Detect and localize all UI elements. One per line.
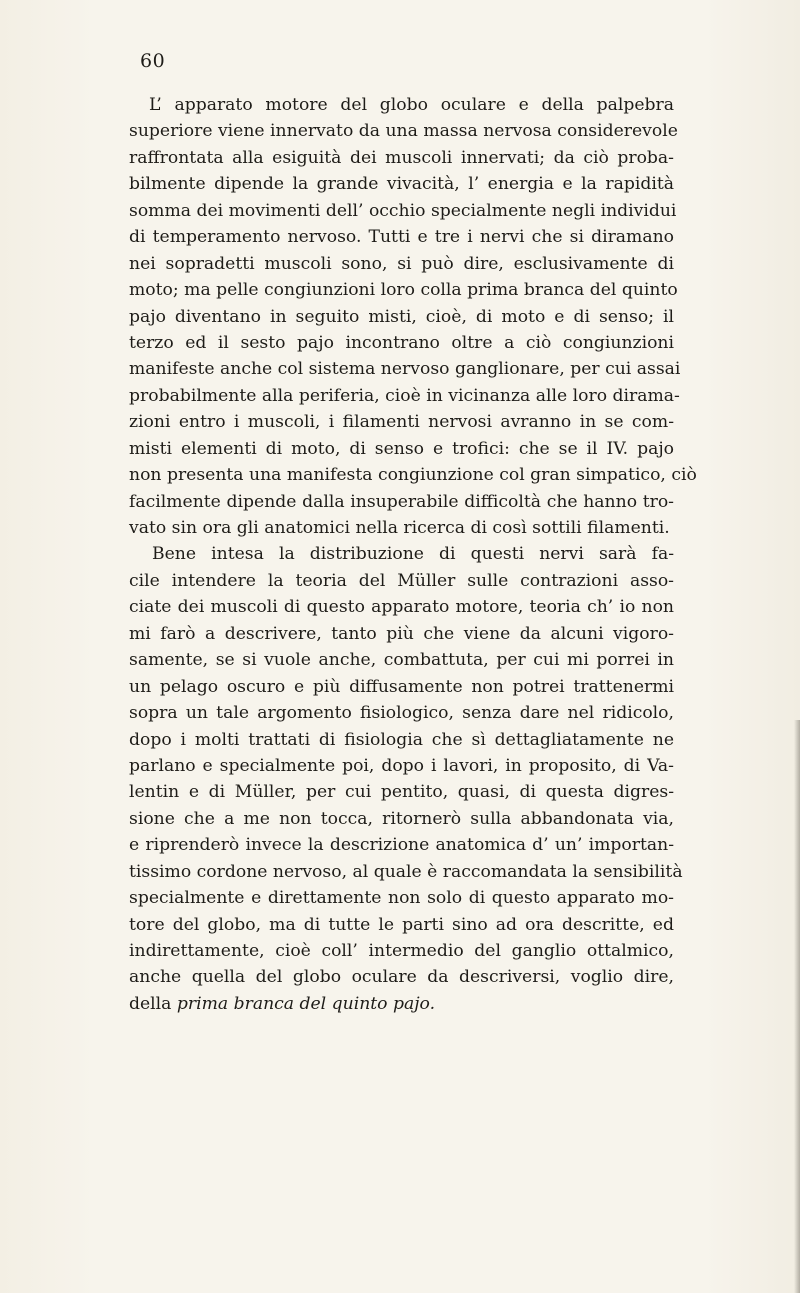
text-line: anche quella del globo oculare da descriversi, voglio dire, [129, 967, 674, 988]
final-text-line [129, 991, 674, 1017]
italic-phrase: prima branca del quinto pajo. [176, 993, 436, 1014]
text-line: somma dei movimenti dell’ occhio specialmente negli individui [129, 200, 677, 221]
text-line: vato sin ora gli anatomici nella ricerca di così sottili filamenti. [129, 518, 670, 538]
text-line: zioni entro i muscoli, i filamenti nervosi avranno in se com- [129, 412, 674, 433]
text-line: superiore viene innervato da una massa nervosa considerevole [129, 121, 678, 142]
text-line: lentin e di Müller, per cui pentito, quasi, di questa digres- [129, 782, 674, 803]
text-line: non presenta una manifesta congiunzione col gran simpatico, ciò [129, 465, 697, 486]
text-line: manifeste anche col sistema nervoso ganglionare, per cui assai [129, 359, 681, 380]
text-line: sione che a me non tocca, ritornerò sulla abbandonata via, [129, 808, 674, 829]
text-line: facilmente dipende dalla insuperabile difficoltà che hanno tro- [129, 491, 674, 512]
text-line: bilmente dipende la grande vivacità, l’ energia e la rapidità [129, 174, 674, 195]
page-edge-shadow [794, 720, 800, 1293]
text-line: e riprenderò invece la descrizione anatomica d’ un’ importan- [129, 835, 674, 856]
body-text [129, 92, 697, 1017]
text-line: tore del globo, ma di tutte le parti sino ad ora descritte, ed [129, 914, 674, 935]
text-line: ciate dei muscoli di questo apparato motore, teoria ch’ io non [129, 597, 674, 618]
final-line-prefix: della [129, 993, 177, 1014]
text-line: cile intendere la teoria del Müller sulle contrazioni asso- [129, 570, 674, 591]
text-line: L’ apparato motore del globo oculare e della palpebra [149, 95, 674, 115]
text-line: probabilmente alla periferia, cioè in vicinanza alle loro dirama- [129, 385, 680, 406]
paragraph-1 [129, 92, 697, 541]
page-number: 60 [140, 50, 166, 72]
text-line: nei sopradetti muscoli sono, si può dire, esclusivamente di [129, 253, 674, 274]
text-line: specialmente e direttamente non solo di questo apparato mo- [129, 888, 674, 909]
text-line: tissimo cordone nervoso, al quale è raccomandata la sensibilità [129, 861, 683, 882]
text-line: moto; ma pelle congiunzioni loro colla prima branca del quinto [129, 280, 678, 301]
text-line: pajo diventano in seguito misti, cioè, di moto e di senso; il [129, 306, 674, 327]
text-line: sopra un tale argomento fisiologico, senza dare nel ridicolo, [129, 703, 674, 724]
text-line: terzo ed il sesto pajo incontrano oltre a ciò congiunzioni [129, 332, 674, 353]
text-line: samente, se si vuole anche, combattuta, per cui mi porrei in [129, 650, 674, 671]
text-line: raffrontata alla esiguità dei muscoli innervati; da ciò proba- [129, 147, 674, 168]
text-line: un pelago oscuro e più diffusamente non potrei trattenermi [129, 676, 674, 697]
text-line: dopo i molti trattati di fisiologia che sì dettagliatamente ne [129, 729, 674, 750]
text-line: mi farò a descrivere, tanto più che viene da alcuni vigoro- [129, 623, 674, 644]
paragraph-2 [129, 541, 683, 1017]
text-line: parlano e specialmente poi, dopo i lavori, in proposito, di Va- [129, 755, 674, 776]
text-line: indirettamente, cioè coll’ intermedio del ganglio ottalmico, [129, 941, 674, 961]
text-line: misti elementi di moto, di senso e trofici: che se il IV. pajo [129, 438, 674, 459]
text-line: Bene intesa la distribuzione di questi nervi sarà fa- [152, 544, 674, 565]
text-line: di temperamento nervoso. Tutti e tre i nervi che si diramano [129, 227, 674, 248]
